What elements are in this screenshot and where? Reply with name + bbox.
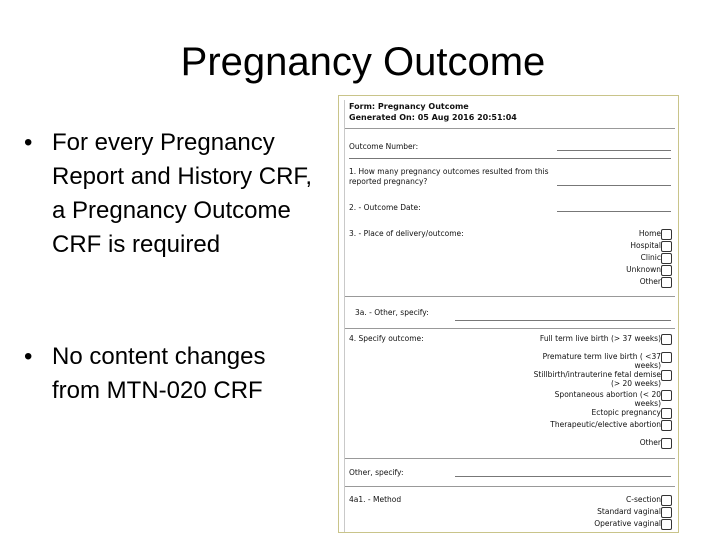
- bullet-text: No content changes from MTN-020 CRF: [52, 343, 266, 404]
- q1-field: [557, 185, 671, 186]
- q3-option: Unknown: [626, 265, 661, 274]
- q4-label: 4. Specify outcome:: [349, 334, 424, 343]
- q4-option-checkbox: [661, 438, 672, 449]
- q1-label: 1. How many pregnancy outcomes resulted from this reported pregnancy?: [349, 167, 549, 186]
- slide-title: Pregnancy Outcome: [180, 40, 546, 84]
- q3a-label: 3a. - Other, specify:: [355, 308, 429, 317]
- q3-option: Clinic: [640, 253, 661, 262]
- q4a1-option-checkbox: [661, 495, 672, 506]
- q3-option: Other: [639, 277, 661, 286]
- divider: [345, 458, 675, 459]
- outcome-number-field: [557, 150, 671, 151]
- q4-option: Other: [639, 438, 661, 447]
- crf-form-image: [338, 95, 679, 533]
- q3-option: Home: [638, 229, 661, 238]
- q3-option-checkbox: [661, 241, 672, 252]
- divider: [345, 486, 675, 487]
- q4-option-checkbox: [661, 334, 672, 345]
- generated-on: Generated On: 05 Aug 2016 20:51:04: [349, 113, 517, 122]
- bullet-glyph: •: [24, 343, 33, 370]
- q3-label: 3. - Place of delivery/outcome:: [349, 229, 464, 238]
- q4-option: Spontaneous abortion (< 20 weeks): [554, 390, 661, 408]
- q4-other-label: Other, specify:: [349, 468, 404, 477]
- q3-option-checkbox: [661, 277, 672, 288]
- q4a1-option-checkbox: [661, 507, 672, 518]
- q4a1-option: Standard vaginal: [597, 507, 661, 516]
- q4a1-option: Operative vaginal: [594, 519, 661, 528]
- form-name: Form: Pregnancy Outcome: [349, 102, 469, 111]
- divider: [345, 328, 675, 329]
- bullet-text: For every Pregnancy Report and History CRF, a Pregnancy Outcome CRF is required: [52, 129, 313, 258]
- q4-option-checkbox: [661, 352, 672, 363]
- q4a1-label: 4a1. - Method: [349, 495, 402, 504]
- q3-option-checkbox: [661, 253, 672, 264]
- q4-other-field: [455, 476, 671, 477]
- crf-form-body: [344, 100, 675, 532]
- bullet-item: [24, 340, 314, 408]
- q4a1-option: C-section: [626, 495, 661, 504]
- q4-option: Ectopic pregnancy: [591, 408, 661, 417]
- q4-option: Full term live birth (> 37 weeks): [539, 334, 661, 343]
- bullet-item: [24, 126, 314, 262]
- divider: [345, 128, 675, 129]
- outcome-number-label: Outcome Number:: [349, 142, 419, 151]
- q3-option-checkbox: [661, 265, 672, 276]
- q4-option-checkbox: [661, 420, 672, 431]
- q4-option: Therapeutic/elective abortion: [550, 420, 661, 429]
- q4-option-checkbox: [661, 370, 672, 381]
- q3a-field: [455, 320, 671, 321]
- divider: [349, 158, 671, 159]
- q2-label: 2. - Outcome Date:: [349, 203, 421, 212]
- q4-option-checkbox: [661, 408, 672, 419]
- q3-option: Hospital: [630, 241, 661, 250]
- q4-option: Stillbirth/intrauterine fetal demise (> 20 weeks): [533, 370, 661, 388]
- q4a1-option-checkbox: [661, 519, 672, 530]
- q2-field: [557, 211, 671, 212]
- bullet-glyph: •: [24, 129, 33, 156]
- q3-option-checkbox: [661, 229, 672, 240]
- q4-option-checkbox: [661, 390, 672, 401]
- q4-option: Premature term live birth ( <37 weeks): [542, 352, 661, 370]
- divider: [345, 296, 675, 297]
